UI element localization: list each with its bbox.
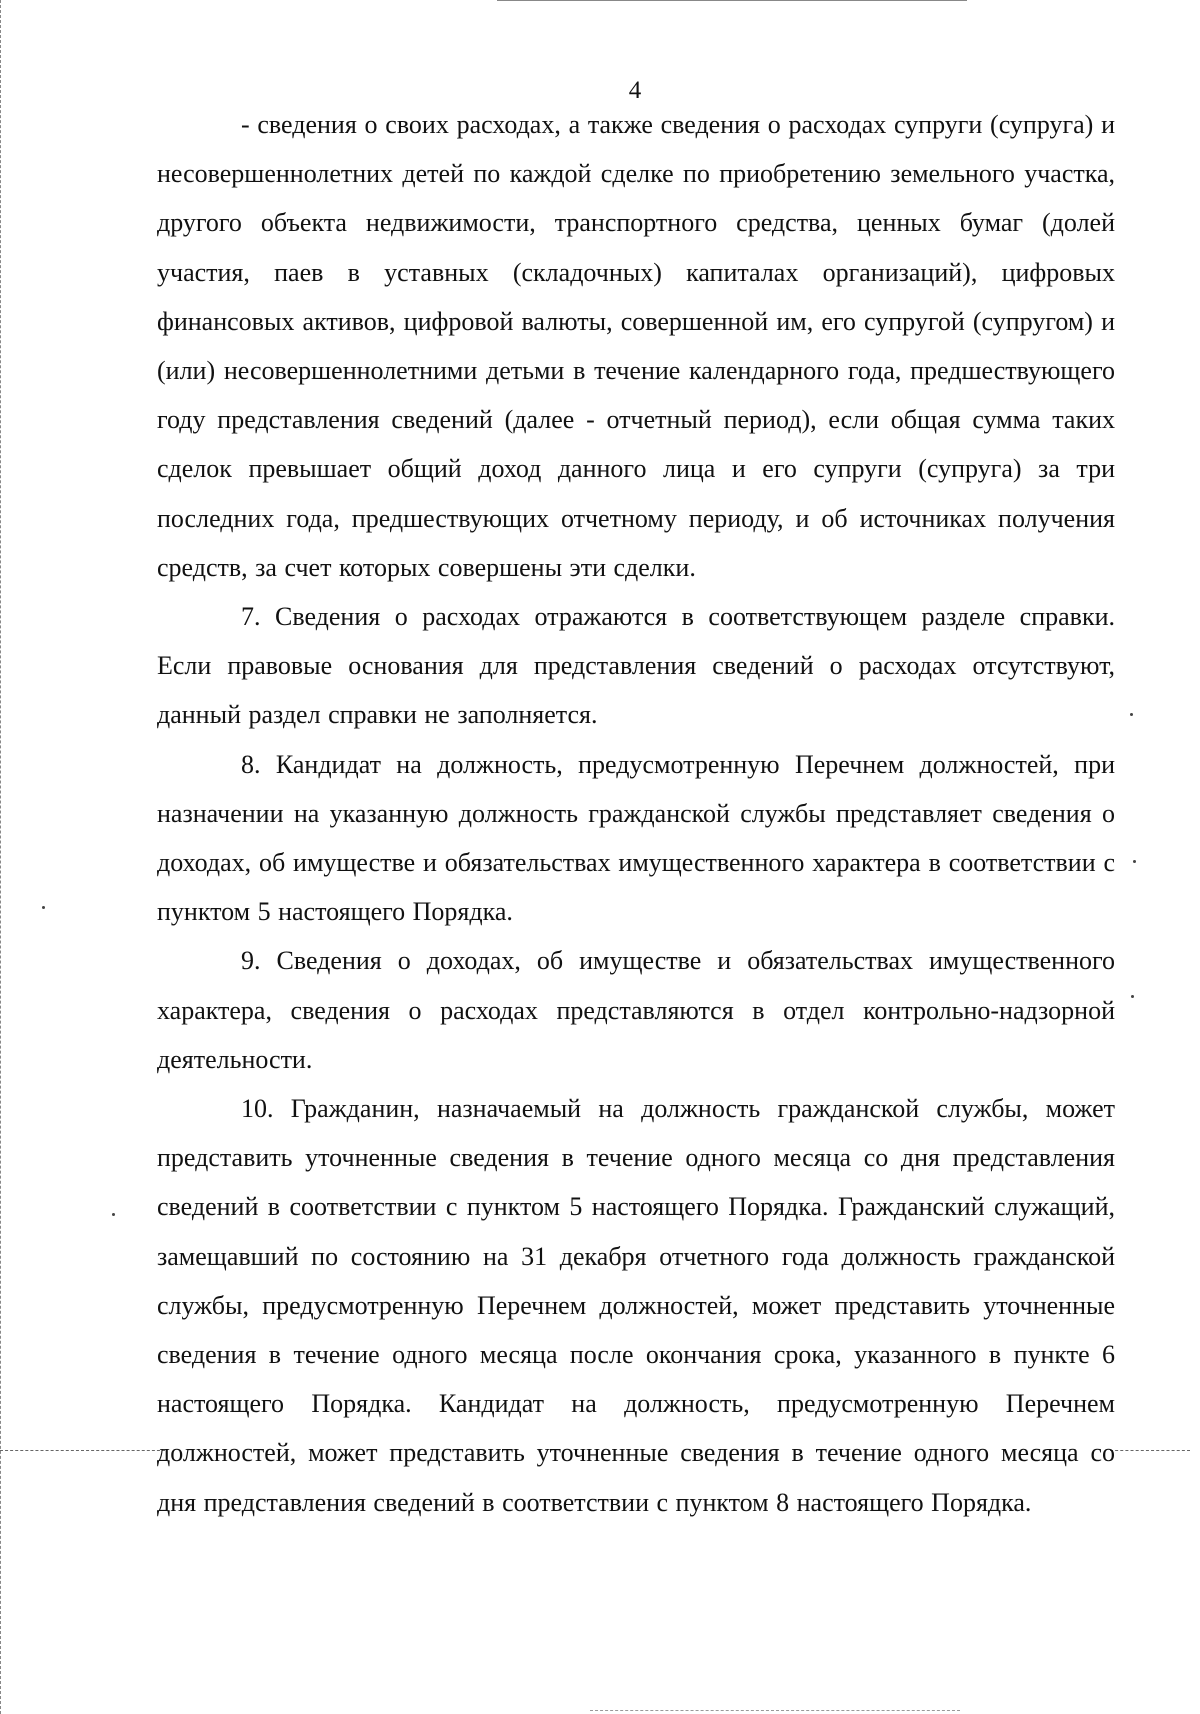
page-number: 4 bbox=[628, 77, 642, 104]
paragraph-9: 9. Сведения о доходах, об имуществе и обязательствах имущественного характера, сведения о расходах представляются в отдел контрольно-надзорной деятельности. bbox=[157, 946, 1115, 1074]
scan-speck bbox=[1131, 995, 1134, 998]
scan-artifact-top-line bbox=[497, 0, 967, 1]
paragraph-7: 7. Сведения о расходах отражаются в соответствующем разделе справки. Если правовые основания для представления сведений о расходах отсутствуют, данный раздел справки не заполняется. bbox=[157, 602, 1115, 730]
scan-speck bbox=[42, 906, 45, 909]
scan-speck bbox=[1133, 860, 1136, 863]
scan-artifact-fold-line-right bbox=[1110, 1450, 1190, 1451]
scan-artifact-bottom-line bbox=[590, 1710, 960, 1711]
paragraph-8: 8. Кандидат на должность, предусмотренную Перечнем должностей, при назначении на указанную должность гражданской службы представляет сведения о доходах, об имуществе и обязательствах имущественного характера в соответствии с пунктом 5 настоящего Порядка. bbox=[157, 749, 1115, 927]
scan-artifact-left-edge bbox=[0, 0, 1, 1714]
document-body bbox=[157, 100, 1115, 1527]
scan-artifact-fold-line-left bbox=[0, 1450, 165, 1451]
scan-speck bbox=[1130, 713, 1133, 716]
paragraph-expenses-info: - сведения о своих расходах, а также сведения о расходах супруги (супруга) и несовершеннолетних детей по каждой сделке по приобретению земельного участка, другого объекта недвижимости, транспортного средства, ценных бумаг (долей участия, паев в уставных (складочных) капиталах организаций), цифровых финансовых активов, цифровой валюты, совершенной им, его супругой (супругом) и (или) несовершеннолетними детьми в течение календарного года, предшествующего году представления сведений (далее - отчетный период), если общая сумма таких сделок превышает общий доход данного лица и его супруги (супруга) за три последних года, предшествующих отчетному периоду, и об источниках получения средств, за счет которых совершены эти сделки. bbox=[157, 110, 1115, 582]
paragraph-10: 10. Гражданин, назначаемый на должность гражданской службы, может представить уточненные сведения в течение одного месяца со дня представления сведений в соответствии с пунктом 5 настоящего Порядка. Гражданский служащий, замещавший по состоянию на 31 декабря отчетного года должность гражданской службы, предусмотренную Перечнем должностей, может представить уточненные сведения в течение одного месяца после окончания срока, указанного в пункте 6 настоящего Порядка. Кандидат на должность, предусмотренную Перечнем должностей, может представить уточненные сведения в течение одного месяца со дня представления сведений в соответствии с пунктом 8 настоящего Порядка. bbox=[157, 1094, 1115, 1517]
scan-speck bbox=[112, 1213, 115, 1216]
